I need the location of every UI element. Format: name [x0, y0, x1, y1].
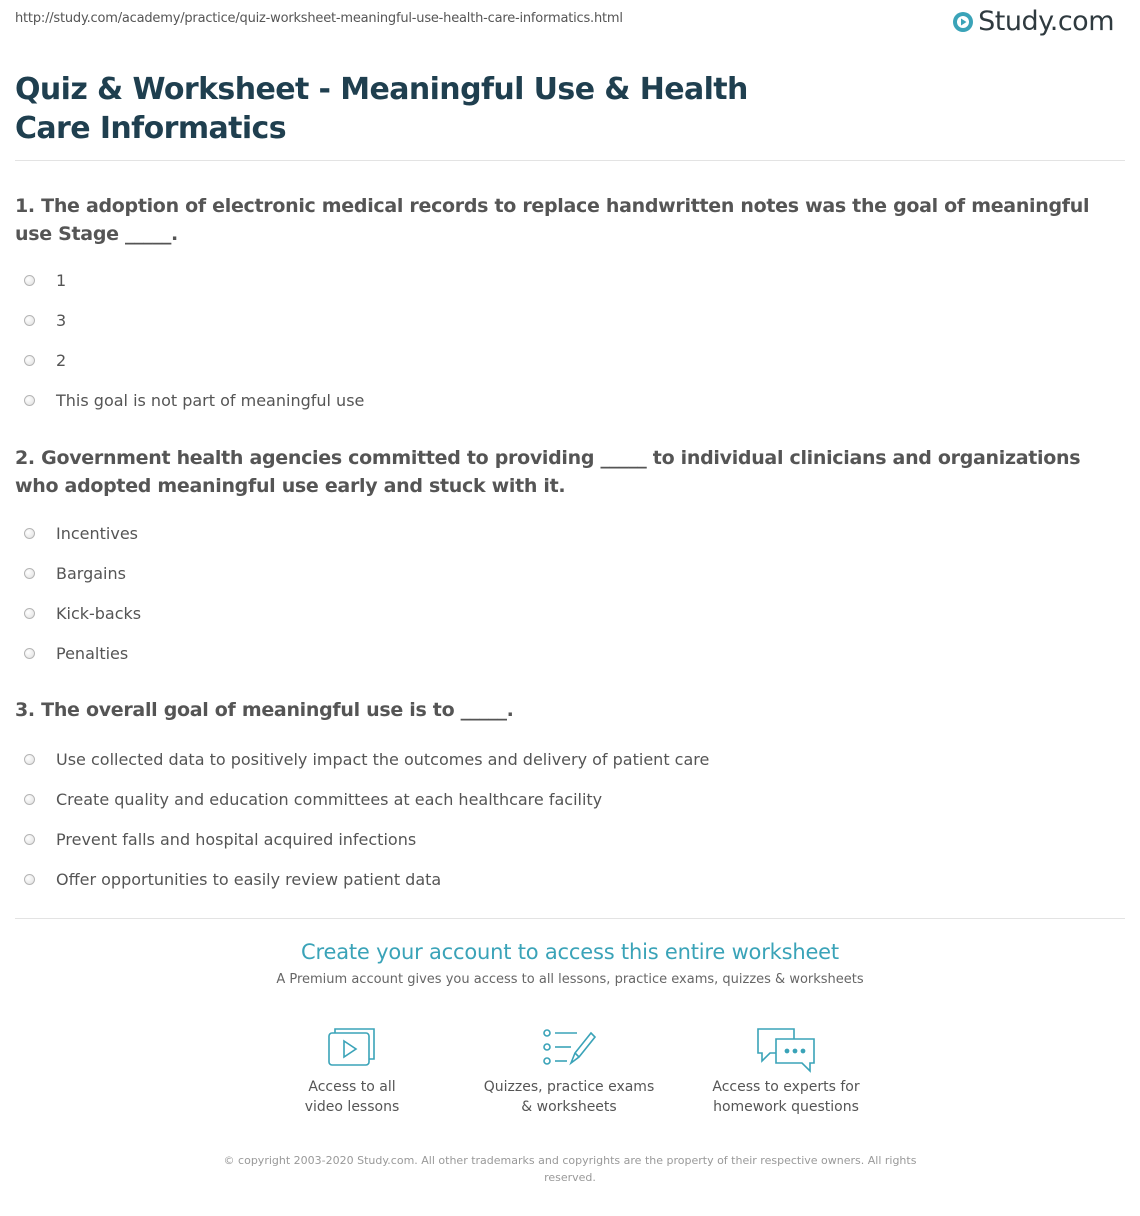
signup-cta [0, 940, 1140, 987]
answer-option[interactable] [15, 819, 1125, 859]
feature-experts [696, 1025, 876, 1117]
radio-button[interactable] [24, 874, 35, 885]
question-3 [15, 696, 1125, 899]
page-url: http://study.com/academy/practice/quiz-worksheet-meaningful-use-health-care-informatics.html [15, 11, 623, 26]
option-label: Prevent falls and hospital acquired infections [56, 829, 417, 849]
option-label: 1 [56, 270, 67, 290]
logo-text: Study.com [978, 6, 1114, 37]
answer-option[interactable] [15, 859, 1125, 899]
cta-title-link[interactable]: Create your account to access this entire worksheet [301, 940, 839, 964]
cta-subtitle: A Premium account gives you access to all lessons, practice exams, quizzes & worksheets [276, 972, 864, 987]
radio-button[interactable] [24, 315, 35, 326]
radio-button[interactable] [24, 275, 35, 286]
option-label: Use collected data to positively impact the outcomes and delivery of patient care [56, 749, 710, 769]
answer-option[interactable] [15, 380, 1125, 420]
question-text: 1. The adoption of electronic medical records to replace handwritten notes was the goal of meaningful use Stage _____. [15, 195, 1090, 245]
answer-options [15, 513, 1125, 673]
option-label: Kick-backs [56, 603, 142, 623]
radio-button[interactable] [24, 834, 35, 845]
option-label: Offer opportunities to easily review patient data [56, 869, 442, 889]
premium-features [0, 1025, 1140, 1135]
option-label: 3 [56, 310, 67, 330]
video-lessons-icon [326, 1025, 378, 1069]
answer-option[interactable] [15, 593, 1125, 633]
radio-button[interactable] [24, 794, 35, 805]
option-label: This goal is not part of meaningful use [56, 390, 365, 410]
answer-options [15, 739, 1125, 899]
radio-button[interactable] [24, 528, 35, 539]
quiz-checklist-icon [541, 1025, 597, 1069]
option-label: 2 [56, 350, 67, 370]
page-title: Quiz & Worksheet - Meaningful Use & Health Care Informatics [15, 72, 748, 146]
section-divider [15, 918, 1125, 919]
study-logo[interactable] [952, 6, 1114, 37]
radio-button[interactable] [24, 568, 35, 579]
radio-button[interactable] [24, 608, 35, 619]
feature-label: Access to all video lessons [304, 1079, 400, 1115]
option-label: Penalties [56, 643, 129, 663]
radio-button[interactable] [24, 355, 35, 366]
option-label: Incentives [56, 523, 139, 543]
chat-bubbles-icon [754, 1025, 818, 1073]
option-label: Create quality and education committees at each healthcare facility [56, 789, 603, 809]
radio-button[interactable] [24, 395, 35, 406]
answer-option[interactable] [15, 633, 1125, 673]
feature-video-lessons [262, 1025, 442, 1117]
title-divider [15, 160, 1125, 161]
answer-option[interactable] [15, 513, 1125, 553]
answer-options [15, 260, 1125, 420]
answer-option[interactable] [15, 300, 1125, 340]
answer-option[interactable] [15, 553, 1125, 593]
footer-copyright: © copyright 2003-2020 Study.com. All other trademarks and copyrights are the property of their respective owners. All rights reserved. [223, 1154, 917, 1184]
feature-label: Quizzes, practice exams & worksheets [483, 1079, 655, 1115]
play-logo-icon [952, 11, 974, 33]
question-text: 2. Government health agencies committed to providing _____ to individual clinicians and organizations who adopted meaningful use early and stuck with it. [15, 447, 1081, 497]
option-label: Bargains [56, 563, 126, 583]
question-text: 3. The overall goal of meaningful use is to _____. [15, 699, 514, 721]
answer-option[interactable] [15, 779, 1125, 819]
feature-quizzes [479, 1025, 659, 1117]
answer-option[interactable] [15, 739, 1125, 779]
radio-button[interactable] [24, 754, 35, 765]
question-1 [15, 192, 1125, 420]
feature-label: Access to experts for homework questions [712, 1079, 860, 1115]
answer-option[interactable] [15, 340, 1125, 380]
answer-option[interactable] [15, 260, 1125, 300]
radio-button[interactable] [24, 648, 35, 659]
question-2 [15, 444, 1125, 673]
